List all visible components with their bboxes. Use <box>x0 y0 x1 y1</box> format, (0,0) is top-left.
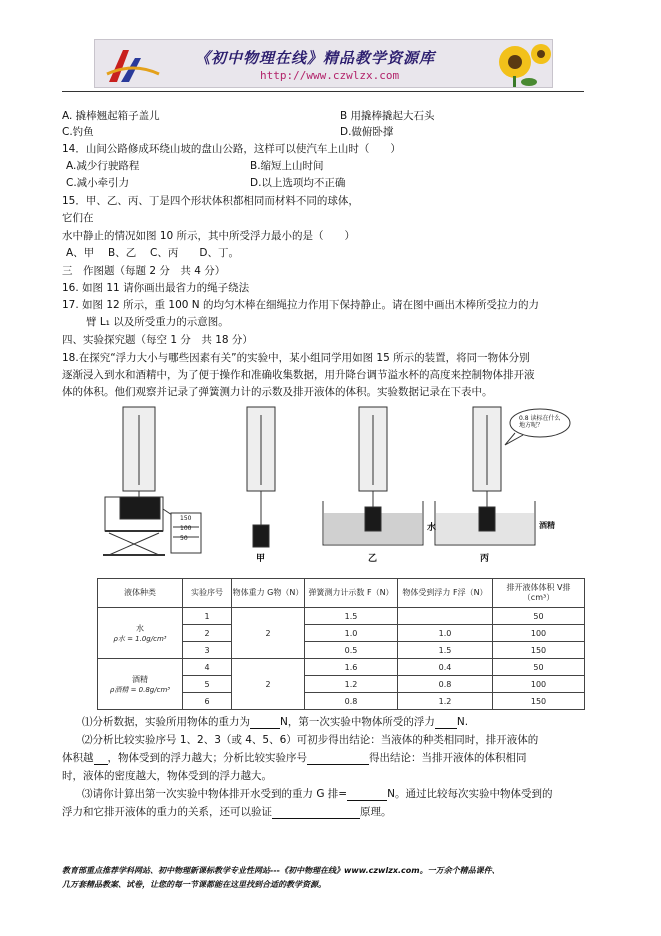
q14-option-d: D.以上选项均不正确 <box>250 177 346 189</box>
answer-blank[interactable] <box>347 789 387 801</box>
buoyancy-value: 1.2 <box>398 693 493 710</box>
part-3-text-4: 原理。 <box>360 806 392 818</box>
reading-value: 0.8 <box>305 693 398 710</box>
buoyancy-value <box>398 608 493 625</box>
banner-title: 《初中物理在线》精品教学资源库 <box>195 49 436 67</box>
part-2-text-2: ，物体受到的浮力越大；分析比较实验序号 <box>107 752 307 764</box>
banner-url: http://www.czwlzx.com <box>260 69 400 82</box>
part-2-text-3: 得出结论：当排开液体的体积相同 <box>369 752 527 764</box>
label-water: 水 <box>427 523 437 533</box>
q14-stem: 14．山间公路修成环绕山坡的盘山公路，这样可以使汽车上山时（ ） <box>62 143 401 155</box>
buoyancy-value: 1.0 <box>398 625 493 642</box>
water-density: ρ水 = 1.0g/cm³ <box>113 634 167 643</box>
buoyancy-value: 1.5 <box>398 642 493 659</box>
q14-option-a: A.减少行驶路程 <box>66 160 140 172</box>
volume-value: 100 <box>493 625 585 642</box>
header-volume: 排开液体体积 V排（cm³） <box>493 579 585 608</box>
section-3-title: 三 作图题（每题 2 分 共 4 分） <box>62 265 226 277</box>
q17-cont: 臂 L₁ 以及所受重力的示意图。 <box>86 316 229 328</box>
alcohol-density: ρ酒精 = 0.8g/cm³ <box>109 685 171 694</box>
trial-number: 1 <box>183 608 232 625</box>
trial-number: 3 <box>183 642 232 659</box>
volume-value: 150 <box>493 642 585 659</box>
cylinder-mark-150: 150 <box>180 515 192 522</box>
table-row <box>98 659 585 676</box>
q18-intro-cont: 逐渐浸入到水和酒精中，为了便于操作和准确收集数据，用升降台调节溢水杯的高度来控制物体排开液 <box>62 369 535 381</box>
volume-value: 150 <box>493 693 585 710</box>
reading-value: 1.0 <box>305 625 398 642</box>
q17: 17. 如图 12 所示，重 100 N 的均匀木棒在细绳拉力作用下保持静止。请在图中画出木棒所受拉力的力 <box>62 299 539 311</box>
q13-option-b: B 用撬棒撬起大石头 <box>340 110 435 122</box>
label-yi: 乙 <box>368 554 378 564</box>
q14-option-c: C.减小牵引力 <box>66 177 130 189</box>
volume-value: 100 <box>493 676 585 693</box>
header-liquid: 液体种类 <box>98 579 183 608</box>
part-2-cont2: 时，液体的密度越大，物体受到的浮力越大。 <box>62 770 272 782</box>
footer-line-1: 教育部重点推荐学科网站、初中物理新课标教学专业性网站---《初中物理在线》www.czwlzx.com。一万余个精品课件、 <box>62 866 500 875</box>
part-3-cont <box>62 805 392 819</box>
alcohol-cell <box>98 659 183 710</box>
part-3-text-2: N。通过比较每次实验中物体受到的 <box>387 788 553 800</box>
q15-options: A、甲 B、乙 C、丙 D、丁。 <box>66 247 239 259</box>
water-cell <box>98 608 183 659</box>
table-header-row <box>98 579 585 608</box>
speech-bubble-text: 0.8 读标在什么地方呢？ <box>519 415 561 429</box>
part-1-text-3: N. <box>456 716 469 728</box>
header-weight: 物体重力 G物（N） <box>232 579 305 608</box>
water-label: 水 <box>136 623 144 633</box>
reading-value: 1.5 <box>305 608 398 625</box>
part-2: ⑵分析比较实验序号 1、2、3（或 4、5、6）可初步得出结论：当液体的种类相同时，排开液体的 <box>82 734 539 746</box>
volume-value: 50 <box>493 659 585 676</box>
weight-value: 2 <box>232 608 305 659</box>
q14-option-b: B.缩短上山时间 <box>250 160 324 172</box>
q18-intro-cont2: 体的体积。他们观察并记录了弹簧测力计的示数及排开液体的体积。实验数据记录在下表中。 <box>62 386 493 398</box>
answer-blank[interactable] <box>435 717 457 729</box>
reading-value: 1.2 <box>305 676 398 693</box>
q13-option-d: D.做俯卧撑 <box>340 126 394 138</box>
buoyancy-value: 0.4 <box>398 659 493 676</box>
part-2-cont <box>62 751 527 765</box>
q15-stem-cont2: 水中静止的情况如图 10 所示，其中所受浮力最小的是（ ） <box>62 230 356 242</box>
part-1-text-2: N，第一次实验中物体所受的浮力 <box>280 716 435 728</box>
sunflower-image <box>493 40 553 88</box>
label-bing: 丙 <box>480 554 490 564</box>
table-row <box>98 608 585 625</box>
experiment-figure <box>95 405 588 578</box>
alcohol-label: 酒精 <box>132 674 148 684</box>
q16: 16. 如图 11 请你画出最省力的绳子绕法 <box>62 282 250 294</box>
cylinder-mark-100: 100 <box>180 525 192 532</box>
header-buoyancy: 物体受到浮力 F浮（N） <box>398 579 493 608</box>
section-4-title: 四、实验探究题（每空 1 分 共 18 分） <box>62 334 253 346</box>
apparatus-drawing <box>95 405 588 578</box>
part-3 <box>82 787 552 801</box>
q15-stem-cont: 它们在 <box>62 212 94 224</box>
site-logo <box>103 44 163 86</box>
part-3-text-3: 浮力和它排开液体的重力的关系，还可以验证 <box>62 806 272 818</box>
answer-blank[interactable] <box>272 807 360 819</box>
answer-blank[interactable] <box>250 717 280 729</box>
volume-value: 50 <box>493 608 585 625</box>
part-1-text: ⑴分析数据，实验所用物体的重力为 <box>82 716 250 728</box>
answer-blank[interactable] <box>94 753 108 765</box>
reading-value: 0.5 <box>305 642 398 659</box>
q13-option-c: C.钓鱼 <box>62 126 94 138</box>
part-3-text: ⑶请你计算出第一次实验中物体排开水受到的重力 G 排= <box>82 788 348 800</box>
header-trial: 实验序号 <box>183 579 232 608</box>
footer-line-2: 几万套精品教案、试卷，让您的每一节课都能在这里找到合适的教学资源。 <box>62 880 326 889</box>
q13-option-a: A. 撬棒翘起箱子盖儿 <box>62 110 160 122</box>
label-alcohol: 酒精 <box>539 521 555 530</box>
header-reading: 弹簧测力计示数 F（N） <box>305 579 398 608</box>
label-jia: 甲 <box>256 554 266 564</box>
trial-number: 2 <box>183 625 232 642</box>
header-banner <box>94 39 553 88</box>
cylinder-mark-50: 50 <box>180 535 188 542</box>
q15-stem: 15．甲、乙、丙、丁是四个形状体积都相同而材料不同的球体， <box>62 195 359 207</box>
trial-number: 5 <box>183 676 232 693</box>
reading-value: 1.6 <box>305 659 398 676</box>
trial-number: 6 <box>183 693 232 710</box>
buoyancy-value: 0.8 <box>398 676 493 693</box>
part-1 <box>82 715 468 729</box>
answer-blank[interactable] <box>307 753 369 765</box>
trial-number: 4 <box>183 659 232 676</box>
data-table <box>97 578 585 710</box>
weight-value: 2 <box>232 659 305 710</box>
q18-intro: 18.在探究“浮力大小与哪些因素有关”的实验中，某小组同学用如图 15 所示的装置，将同一物体分别 <box>62 352 530 364</box>
header-rule <box>62 91 584 92</box>
part-2-text: 体积越 <box>62 752 94 764</box>
